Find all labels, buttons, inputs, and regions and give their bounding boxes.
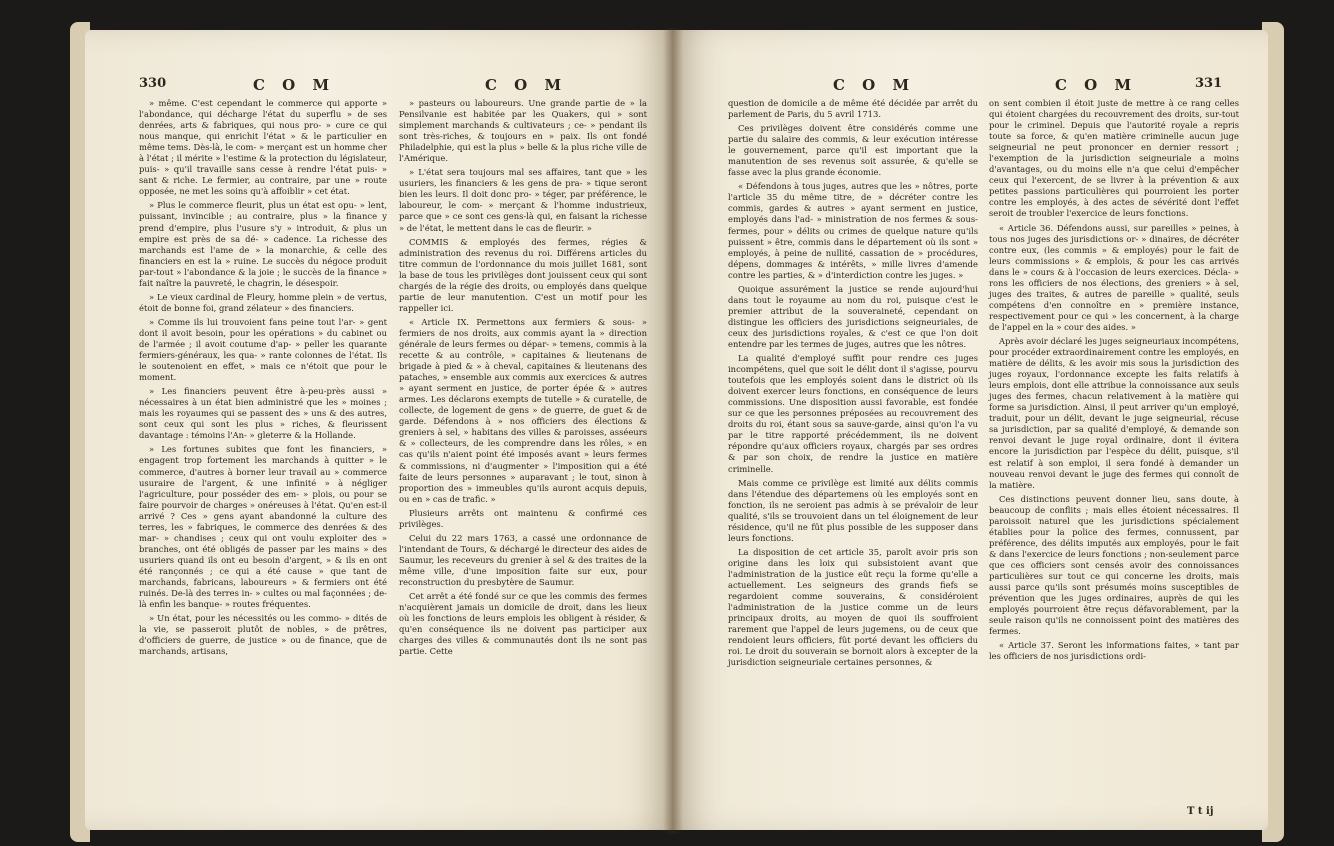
- paragraph: La qualité d'employé suffit pour rendre ces juges incompétens, quel que soit le délit dont il s'agisse, pourvu toutefois que les employés soient dans le district où ils doivent exercer leurs fonctions, en conséquence de leurs commissions. Une disposition aussi favorable, est fondée sur ce que les personnes préposées au recouvrement des droits du roi, étant sous sa sauve-garde, ainsi qu'on l'a vu par le titre rapporté précédemment, ils ne doivent répondre qu'aux officiers royaux, chargés par ses ordres & par son choix, de rendre la justice en matière criminelle.: [728, 353, 978, 474]
- book-gutter: [663, 28, 683, 834]
- paragraph: » Plus le commerce fleurit, plus un état est opu- » lent, puissant, invincible ; au contraire, plus » la finance y prend d'empire, plus l'usure s'y » introduit, & plus un empire est près de sa dé- » cadence. La richesse des marchands est l'ame de » la monarchie, & celle des financiers en est la » ruine. Le succès du négoce produit par-tout » l'abondance & la joie ; le succès de la finance » fait naître la pauvreté, le chagrin, le désespoir.: [139, 200, 387, 288]
- paragraph: » Comme ils lui trouvoient fans peine tout l'ar- » gent dont il avoit besoin, pour les opérations » du cabinet ou de l'armée ; il avoit coutume d'ap- » peller les quarante fermiers-généraux, les qua- » rante colonnes de l'état. Ils le soutenoient en effet, » mais ce n'étoit que pour le moment.: [139, 316, 387, 383]
- paragraph: « Article 36. Défendons aussi, sur pareilles » peines, à tous nos juges des jurisdictions or- » dinaires, de décréter contre eux, (les commis » & employés) pour le fait de leurs commissions » & emplois, & pour les cas arrivés dans le » cours & à l'occasion de leurs exercices. Décla- » rons les officiers de nos élections, des greniers » à sel, juges des traites, & autres de pareille » qualité, seuls compétens d'en connoître en » première instance, respectivement pour ce qui » les concernent, à la charge de l'appel en la » cour des aides. »: [989, 222, 1239, 332]
- paragraph: « Article IX. Permettons aux fermiers & sous- » fermiers de nos droits, aux commis ayant la » direction générale de leurs fermes ou dépar- » temens, commis à la recette & au contrôle, » capitaines & lieutenans de brigade à pied & » à cheval, capitaines & lieutenans des pataches, » ensemble aux commis aux exercices & autres » ayant serment en justice, de porter épée & » autres armes. Les déclarons exempts de tutelle » & curatelle, de collecte, de logement de gens » de guerre, de guet & de garde. Défendons à » nos officiers des élections & greniers à sel, » habitans des villes & paroisses, asséeurs & » collecteurs, de les comprendre dans les rôles, » en cas qu'ils n'aient point été imposés avant » leurs fermes & commissions, ni d'augmenter » l'imposition qui a été faite de leurs personnes » auparavant ; le tout, sinon à proportion des » immeubles qu'ils auront acquis depuis, ou en » cas de trafic. »: [399, 316, 647, 504]
- running-head: C O M: [833, 76, 916, 94]
- text-column-2: [989, 98, 1239, 665]
- paragraph: » Les financiers peuvent être à-peu-près aussi » nécessaires à un état bien administré que les » moines ; mais les royaumes qui se passent des » uns & des autres, sont ceux qui sont les plus » riches, & fleurissent davantage : témoins l'An- » gleterre & la Hollande.: [139, 386, 387, 441]
- text-column-1: [139, 98, 387, 660]
- paragraph: » Le vieux cardinal de Fleury, homme plein » de vertus, étoit de bonne foi, grand zélateur » des financiers.: [139, 291, 387, 313]
- paragraph: La disposition de cet article 35, paroît avoir pris son origine dans les loix qui subsistoient avant que l'administration de la justice eût reçu la forme qu'elle a actuellement. Les seigneurs des grands fiefs se regardoient comme souverains, & considéroient l'administration de la justice comme un de leurs principaux droits, au moyen de quoi ils souffroient rarement que l'appel de leurs jugemens, ou de ceux que rendoient leurs officiers, fût porté devant les officiers du roi. Le droit du souverain se bornoit alors à excepter de la jurisdiction seigneuriale certaines personnes, &: [728, 546, 978, 668]
- paragraph: Plusieurs arrêts ont maintenu & confirmé ces privilèges.: [399, 507, 647, 529]
- paragraph: on sent combien il étoit juste de mettre à ce rang celles qui étoient chargées du recouvrement des droits, sur-tout pour le criminel. Depuis que l'autorité royale a repris toute sa force, & qu'en matière criminelle aucun juge seigneurial ne peut prononcer en dernier ressort ; l'exemption de la jurisdiction seigneuriale a moins d'avantages, ou du moins elle n'a que celui d'empêcher ceux qui l'exercent, de se livrer à la prévention & aux petites passions particulières qui pourroient les porter contre les employés, à des actes de sévérité dont l'effet seroit de troubler l'exercice de leurs fonctions.: [989, 98, 1239, 219]
- paragraph: » L'état sera toujours mal ses affaires, tant que » les usuriers, les financiers & les gens de pra- » tique seront bien les leurs. Il doit donc pro- » téger, par préférence, le laboureur, le com- » merçant & l'homme industrieux, parce que » ce sont ces gens-là qui, en faisant la richesse » de l'état, le mettent dans le cas de fleurir. »: [399, 167, 647, 233]
- paragraph: « Article 37. Seront les informations faites, » tant par les officiers de nos jurisdictions ordi-: [989, 640, 1239, 662]
- running-head: C O M: [1055, 76, 1138, 94]
- paragraph: Cet arrêt a été fondé sur ce que les commis des fermes n'acquièrent jamais un domicile de droit, dans les lieux où les fonctions de leurs emplois les obligent à résider, & qu'en conséquence ils ne doivent pas participer aux charges des villes & communautés dont ils ne sont pas partie. Cette: [399, 591, 647, 657]
- text-column-1: [728, 98, 978, 671]
- paragraph: » pasteurs ou laboureurs. Une grande partie de » la Pensilvanie est habitée par les Quakers, qui » sont simplement marchands & cultivateurs ; ce- » pendant ils sont très-riches, & toujours en » paix. Ils ont fondé Philadelphie, qui est la plus » belle & la plus riche ville de l'Amérique.: [399, 98, 647, 164]
- paragraph: Après avoir déclaré les juges seigneuriaux incompétens, pour procéder extraordinairement contre les employés, en matière de délits, & les avoir mis sous la jurisdiction des juges royaux, l'ordonnance excepte les faits relatifs à leurs emplois, dont elle attribue la connoissance aux seuls juges des fermes, chacun relativement à la matière qui forme sa jurisdiction. Ainsi, il peut arriver qu'un employé, traduit, pour un délit, devant le juge seigneurial, récuse sa jurisdiction, par sa qualité d'employé, & demande son renvoi devant le juge royal ordinaire, dont il évitera encore la jurisdiction par l'espèce du délit, puisque, s'il est relatif à son emploi, il sera fondé à demander un nouveau renvoi devant le juge des fermes qui connoît de la matière.: [989, 335, 1239, 490]
- paragraph: » Les fortunes subites que font les financiers, » engagent trop fortement les marchands à quitter » le commerce, d'autres à borner leur travail au » commerce usuraire de l'argent, & une infinité » à négliger l'agriculture, pour posséder des em- » plois, ou pour se faire pourvoir de charges » onéreuses à l'état. Qu'en est-il arrivé ? Ces » gens ayant abandonné la culture des terres, les » fabriques, le commerce des denrées & des mar- » chandises ; ceux qui ont voulu exploiter des » branches, ont été obligés de passer par les mains » des usuriers quand ils ont eu besoin d'argent, » & ils en ont été rançonnés ; ce qui a été cause » que tant de marchands, fabricans, laboureurs » & fermiers ont été ruinés. De-là des terres in- » cultes ou mal façonnées ; de-là enfin les banque- » routes fréquentes.: [139, 444, 387, 610]
- page-number: 330: [139, 76, 167, 91]
- paragraph: Mais comme ce privilège est limité aux délits commis dans l'étendue des départemens où les employés sont en fonction, ils ne seroient pas admis à se prévaloir de leur qualité, s'ils se trouvoient dans un tel éloignement de leur résidence, qu'il ne fût plus possible de les supposer dans leurs fonctions.: [728, 477, 978, 543]
- running-head: C O M: [485, 76, 568, 94]
- paragraph: Quoique assurément la justice se rende aujourd'hui dans tout le royaume au nom du roi, puisque c'est le premier attribut de la souveraineté, cependant on distingue les officiers des jurisdictions seigneuriales, de ceux des jurisdictions royales, & c'est ce que l'on doit entendre par les termes de juges, autres que les nôtres.: [728, 283, 978, 349]
- paragraph: Ces privilèges doivent être considérés comme une partie du salaire des commis, & leur exécution intéresse le gouvernement, parce qu'il est important que la manutention de ses revenus soit assurée, & qu'elle se fasse avec la plus grande économie.: [728, 123, 978, 178]
- paragraph: « Défendons à tous juges, autres que les » nôtres, porte l'article 35 du même titre, de » décréter contre les commis, gardes & autres » ayant serment en justice, employés dans l'ad- » ministration de nos fermes & sous-fermes, pour » délits ou crimes de quelque nature qu'ils puissent » être, commis dans le département où ils sont » employés, à peine de nullité, cassation de » procédures, dépens, dommages & intérêts, » mille livres d'amende contre les parties, & » d'interdiction contre les juges. »: [728, 181, 978, 280]
- paragraph: COMMIS & employés des fermes, régies & administration des revenus du roi. Différens articles du titre commun de l'ordonnance du mois juillet 1681, sont la base de tous les privilèges dont jouissent ceux qui sont chargés de la régie des droits, ou employés dans quelque partie de leur manutention. C'est un motif pour les rappeller ici.: [399, 236, 647, 313]
- paragraph: Celui du 22 mars 1763, a cassé une ordonnance de l'intendant de Tours, & déchargé le directeur des aides de Saumur, les receveurs du grenier à sel & des traites de la même ville, d'une imposition faite sur eux, pour reconstruction du presbytère de Saumur.: [399, 532, 647, 587]
- paragraph: » Un état, pour les nécessités ou les commo- » dités de la vie, se passeroit plutôt de nobles, » de prêtres, d'officiers de guerre, de justice » ou de finance, que de marchands, artisans,: [139, 613, 387, 657]
- running-head: C O M: [253, 76, 336, 94]
- paragraph: Ces distinctions peuvent donner lieu, sans doute, à beaucoup de conflits ; mais elles étoient nécessaires. Il paroissoit naturel que les jurisdictions spécialement établies pour la police des fermes, connussent, par préférence, des délits imputés aux employés, pour le fait & dans l'exercice de leurs fonctions ; non-seulement parce que ces officiers sont censés avoir des connoissances particulières sur tout ce qui concerne les droits, mais aussi parce qu'ils sont présumés moins susceptibles de prévention que les juges ordinaires, auprès de qui les employés pourroient être reçus défavorablement, par la seule raison qu'ils ne connoissent point des matières des fermes.: [989, 493, 1239, 637]
- paragraph: question de domicile a de même été décidée par arrêt du parlement de Paris, du 5 avril 1713.: [728, 98, 978, 120]
- signature-mark: T t ij: [1187, 806, 1214, 817]
- paragraph: » même. C'est cependant le commerce qui apporte » l'abondance, qui décharge l'état du superflu » de ses denrées, arts & fabriques, qui nous pro- » cure ce qui nous manque, qui enrichit l'état » & le particulier en même tems. Dès-là, le com- » merçant est un homme cher à l'état ; il mérite » l'estime & la protection du législateur, puis- » qu'il travaille sans cesse à rendre l'état puis- » sant & riche. Le fermier, au contraire, par une » route opposée, ne met les soins qu'à affoiblir » cet état.: [139, 98, 387, 197]
- page-number: 331: [1195, 76, 1223, 91]
- right-page: [673, 30, 1268, 830]
- text-column-2: [399, 98, 647, 660]
- left-page: [85, 30, 673, 830]
